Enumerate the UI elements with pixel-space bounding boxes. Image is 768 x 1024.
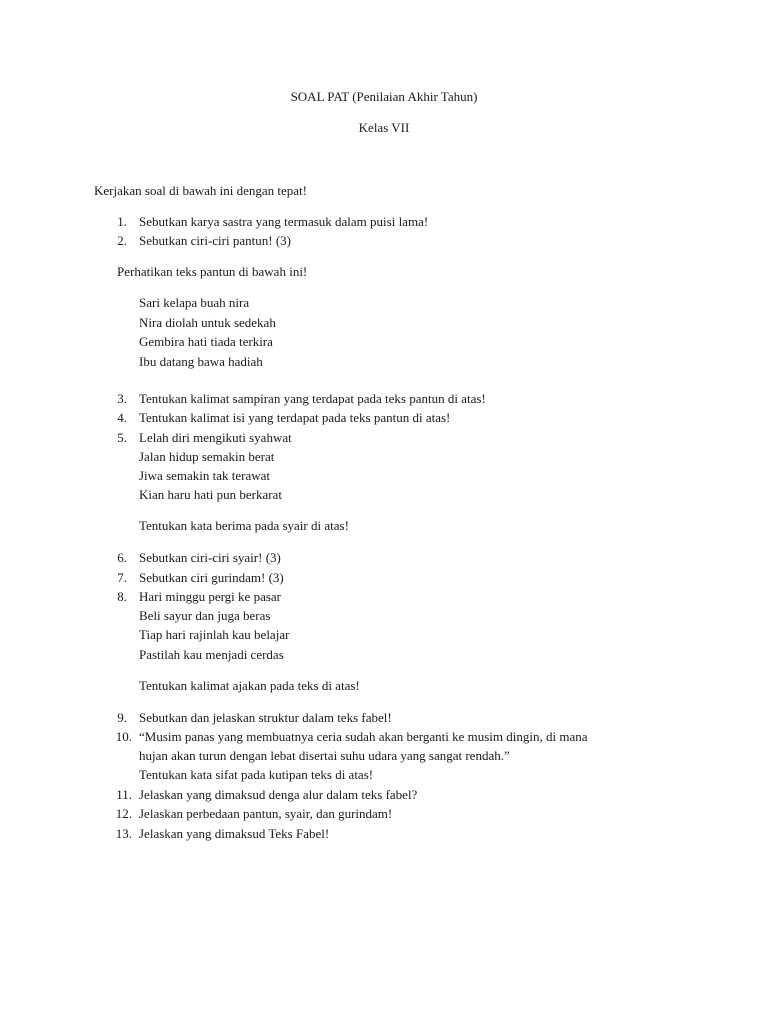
- gurindam-line: Tiap hari rajinlah kau belajar: [139, 627, 290, 642]
- question-number-8: 8.: [117, 589, 127, 604]
- syair-line: Kian haru hati pun berkarat: [139, 487, 282, 502]
- question-8-task: Tentukan kalimat ajakan pada teks di atas!: [139, 678, 360, 693]
- syair-line: Jiwa semakin tak terawat: [139, 468, 271, 483]
- question-number-7: 7.: [117, 570, 127, 585]
- question-13-text: Jelaskan yang dimaksud Teks Fabel!: [139, 826, 330, 841]
- question-7-text: Sebutkan ciri gurindam! (3): [139, 570, 284, 585]
- question-10-line: Tentukan kata sifat pada kutipan teks di atas!: [139, 767, 374, 782]
- question-number-9: 9.: [117, 710, 127, 725]
- question-3-text: Tentukan kalimat sampiran yang terdapat pada teks pantun di atas!: [139, 391, 486, 406]
- question-4-text: Tentukan kalimat isi yang terdapat pada teks pantun di atas!: [139, 410, 451, 425]
- question-2-text: Sebutkan ciri-ciri pantun! (3): [139, 233, 291, 248]
- question-number-6: 6.: [117, 550, 127, 565]
- gurindam-line: Hari minggu pergi ke pasar: [139, 589, 281, 604]
- syair-line: Lelah diri mengikuti syahwat: [139, 430, 292, 445]
- gurindam-line: Pastilah kau menjadi cerdas: [139, 647, 284, 662]
- question-9-text: Sebutkan dan jelaskan struktur dalam teks fabel!: [139, 710, 392, 725]
- question-number-3: 3.: [117, 391, 127, 406]
- pantun-line: Gembira hati tiada terkira: [139, 334, 273, 349]
- question-number-1: 1.: [117, 214, 127, 229]
- question-number-13: 13.: [115, 826, 132, 841]
- question-number-10: 10.: [115, 729, 132, 744]
- document-title: SOAL PAT (Penilaian Akhir Tahun): [290, 89, 478, 104]
- question-1-text: Sebutkan karya sastra yang termasuk dalam puisi lama!: [139, 214, 429, 229]
- instruction: Kerjakan soal di bawah ini dengan tepat!: [94, 183, 307, 198]
- syair-line: Jalan hidup semakin berat: [139, 449, 275, 464]
- question-number-5: 5.: [117, 430, 127, 445]
- question-number-11: 11.: [116, 787, 132, 802]
- pantun-line: Ibu datang bawa hadiah: [139, 354, 263, 369]
- question-10-line: “Musim panas yang membuatnya ceria sudah akan berganti ke musim dingin, di mana: [139, 729, 588, 744]
- question-number-4: 4.: [117, 410, 127, 425]
- question-12-text: Jelaskan perbedaan pantun, syair, dan gurindam!: [139, 806, 393, 821]
- question-number-2: 2.: [117, 233, 127, 248]
- question-number-12: 12.: [115, 806, 132, 821]
- pantun-line: Nira diolah untuk sedekah: [139, 315, 276, 330]
- question-6-text: Sebutkan ciri-ciri syair! (3): [139, 550, 281, 565]
- question-11-text: Jelaskan yang dimaksud denga alur dalam teks fabel?: [139, 787, 418, 802]
- gurindam-line: Beli sayur dan juga beras: [139, 608, 271, 623]
- pantun-line: Sari kelapa buah nira: [139, 295, 250, 310]
- question-5-task: Tentukan kata berima pada syair di atas!: [139, 518, 349, 533]
- pantun-intro: Perhatikan teks pantun di bawah ini!: [117, 264, 308, 279]
- question-10-line: hujan akan turun dengan lebat disertai suhu udara yang sangat rendah.”: [139, 748, 510, 763]
- class-label: Kelas VII: [358, 120, 410, 135]
